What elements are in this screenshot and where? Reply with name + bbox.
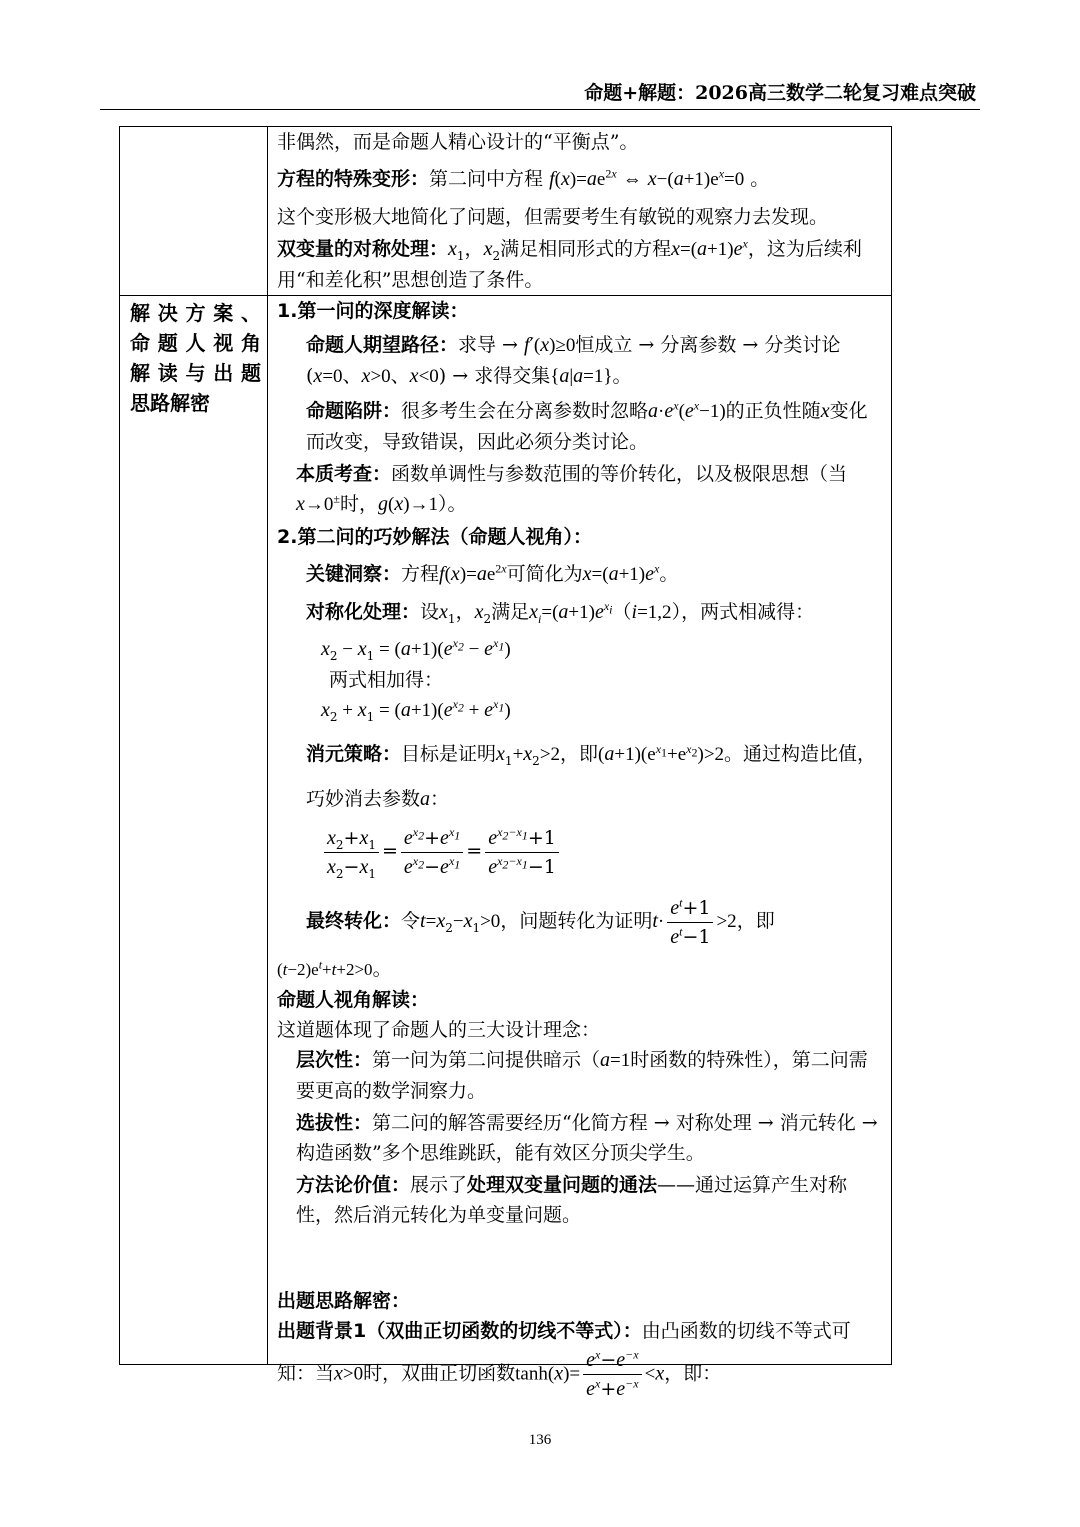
paragraph: 非偶然，而是命题人精心设计的“平衡点”。	[277, 131, 639, 153]
paragraph: 两式相加得：	[329, 669, 444, 691]
paragraph: 消元策略：目标是证明$x_1+x_2>2$，即$(a+1)(e^{x_1}+e^{x_2})>2$。通过构造比值，巧妙消去参数a：	[306, 741, 877, 810]
paragraph: 出题背景1（双曲正切函数的切线不等式）：由凸函数的切线不等式可知：当x>0时，双曲正切函数tanh(x)= $\frac{e^x-e^{-x}}{e^x+e^{-x}}$ <x，即：	[277, 1320, 851, 1400]
label-line: 解读与出题	[130, 361, 261, 385]
header-rule	[100, 109, 980, 110]
section-title: 命题人视角解读：	[277, 989, 430, 1011]
paragraph: 对称化处理：设$x_1$，$x_2$满足$x_i=(a+1)e^{x_i}(i=1,2)$，两式相减得：	[306, 599, 815, 626]
page-number: 136	[528, 1432, 552, 1448]
page-header: 命题+解题：2026高三数学二轮复习难点突破	[584, 82, 976, 104]
table-row	[120, 127, 892, 296]
paragraph: 方程的特殊变形：第二问中方程 $f(x)=ae^{2x}$ ⇔ $x-(a+1)e^x=0$ 。	[277, 166, 770, 190]
paragraph: 本质考查：函数单调性与参数范围的等价转化，以及极限思想（当x→0±时，g(x)→1）。	[296, 463, 848, 515]
paragraph: 双变量的对称处理：$x_1$，$x_2$满足相同形式的方程$x=(a+1)e^x$，这为后续利用“和差化积”思想创造了条件。	[277, 236, 862, 291]
paragraph: 方法论价值：展示了处理双变量问题的通法——通过运算产生对称性，然后消元转化为单变量问题。	[296, 1174, 848, 1226]
section-title: 出题思路解密：	[277, 1290, 411, 1312]
paragraph: 命题人期望路径：求导 → f′(x)≥0恒成立 → 分离参数 → 分类讨论 (x=0、x>0、x<0) → 求得交集{a|a=1}。	[306, 334, 841, 387]
content-table	[119, 126, 892, 1400]
paragraph: 这道题体现了命题人的三大设计理念：	[277, 1019, 601, 1041]
label-line: 解决方案、	[130, 301, 261, 325]
equation: $x_2 + x_1 = (a+1)(e^{x_2} + e^{x_1})$	[321, 697, 511, 724]
left-cell-empty	[120, 127, 268, 296]
equation: $(t-2)e^t+t+2>0$。	[277, 957, 392, 980]
equation: $x_2 - x_1 = (a+1)(e^{x_2} - e^{x_1})$	[321, 636, 511, 663]
paragraph: 命题陷阱：很多考生会在分离参数时忽略$a\cdot e^x(e^x-1)$的正负性随x变化而改变，导致错误，因此必须分类讨论。	[306, 398, 868, 453]
label-line: 命题人视角	[130, 331, 261, 355]
paragraph: 这个变形极大地简化了问题，但需要考生有敏锐的观察力去发现。	[277, 206, 829, 228]
paragraph: 层次性：第一问为第二问提供暗示（a=1时函数的特殊性），第二问需要更高的数学洞察力。	[296, 1049, 868, 1102]
equation: $\frac{x_2+x_1}{x_2-x_1}$ = $\frac{e^{x_2}+e^{x_1}}{e^{x_2}-e^{x_1}}$ = $\frac{e^{x_2-x_1}+1}{e^{x_2-x_1}-1}$	[277, 821, 883, 881]
section-title: 2.第二问的巧妙解法（命题人视角）：	[277, 526, 592, 548]
paragraph: 关键洞察：方程$f(x)=ae^{2x}$可简化为$x=(a+1)e^x$。	[306, 561, 679, 585]
section-title: 1.第一问的深度解读：	[277, 300, 469, 322]
paragraph: 选拔性：第二问的解答需要经历“化简方程 → 对称处理 → 消元转化 → 构造函数”多个思维跳跃，能有效区分顶尖学生。	[296, 1112, 878, 1164]
spacer	[277, 1230, 883, 1286]
content-cell	[268, 127, 892, 296]
table-row	[120, 296, 892, 1365]
label-line: 思路解密	[130, 391, 210, 415]
left-cell-label	[120, 296, 268, 1365]
content-cell	[268, 296, 892, 1400]
paragraph: 最终转化：令$t=x_2-x_1>0$，问题转化为证明t· $\frac{e^t+1}{e^t-1}$ >2，即	[306, 894, 775, 948]
